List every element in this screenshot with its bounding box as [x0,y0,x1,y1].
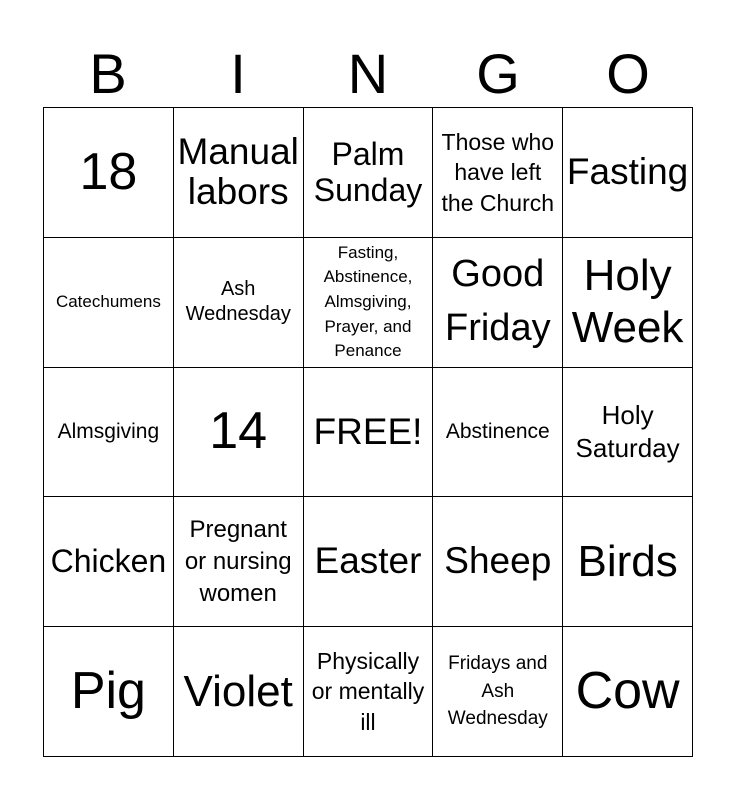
header-letter-b: B [89,42,127,105]
bingo-cell[interactable] [433,108,563,238]
cell-text: Easter [314,540,422,582]
bingo-cell[interactable] [44,368,174,498]
header-letter-g: G [476,42,520,105]
cell-text: Pig [70,662,146,720]
bingo-cell[interactable] [563,368,693,498]
bingo-cell[interactable] [44,497,174,627]
bingo-cell[interactable] [304,497,434,627]
bingo-board [43,107,693,757]
cell-text: Fridays and Ash Wednesday [447,653,548,730]
bingo-cell[interactable] [563,627,693,757]
bingo-header [43,40,693,108]
cell-text: Holy Week [571,251,684,353]
bingo-cell[interactable] [563,108,693,238]
cell-text: FREE! [313,410,423,452]
bingo-cell[interactable] [563,497,693,627]
bingo-cell[interactable] [174,368,304,498]
cell-text: Abstinence [445,419,550,443]
bingo-cell[interactable] [433,497,563,627]
bingo-cell[interactable] [44,108,174,238]
bingo-cell[interactable] [433,627,563,757]
free-space[interactable] [304,368,434,498]
header-letter-n: N [347,42,389,105]
cell-text: Those who have left the Church [441,128,555,216]
bingo-cell[interactable] [433,238,563,368]
cell-text: Ash Wednesday [185,277,291,326]
cell-text: 18 [79,142,138,201]
cell-text: 14 [209,402,268,461]
cell-text: Manual labors [177,130,299,213]
cell-text: Physically or mentally ill [311,647,425,735]
cell-text: Chicken [50,543,167,580]
bingo-cell[interactable] [174,108,304,238]
bingo-cell[interactable] [304,627,434,757]
bingo-cell[interactable] [433,368,563,498]
cell-text: Holy Saturday [575,399,680,463]
bingo-cell[interactable] [174,627,304,757]
header-letter-i: I [230,42,246,105]
header-letter-o: O [606,42,650,105]
cell-text: Fasting [566,151,689,193]
cell-text: Pregnant or nursing women [184,515,292,607]
cell-text: Palm Sunday [313,135,423,209]
cell-text: Catechumens [55,291,161,311]
cell-text: Fasting, Abstinence, Almsgiving, Prayer, and Penance [323,242,413,361]
bingo-cell[interactable] [174,497,304,627]
bingo-cell[interactable] [563,238,693,368]
cell-text: Violet [183,666,293,716]
cell-text: Sheep [444,540,552,582]
bingo-cell[interactable] [44,238,174,368]
cell-text: Good Friday [445,253,551,350]
cell-text: Birds [577,536,678,586]
cell-text: Cow [575,662,680,720]
cell-text: Almsgiving [57,419,160,443]
bingo-cell[interactable] [44,627,174,757]
bingo-cell[interactable] [174,238,304,368]
bingo-cell[interactable] [304,238,434,368]
bingo-cell[interactable] [304,108,434,238]
